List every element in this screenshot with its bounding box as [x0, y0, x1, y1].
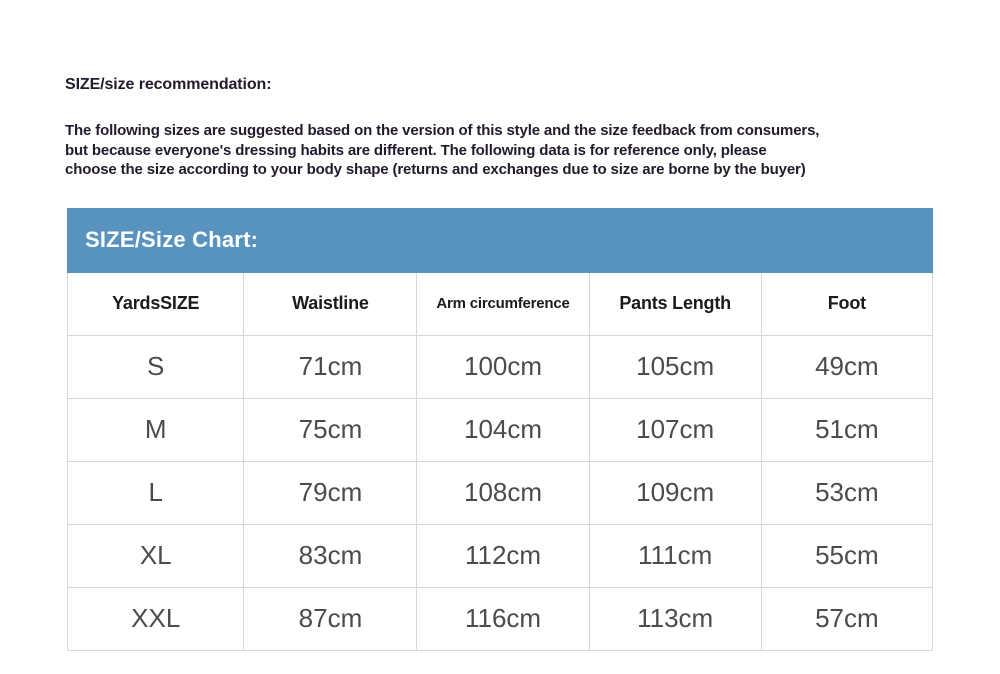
table-row	[68, 461, 933, 524]
column-header-arm-circumference: Arm circumference	[417, 273, 589, 336]
cell-waistline: 75cm	[244, 398, 417, 461]
cell-pants-length: 107cm	[589, 398, 761, 461]
cell-foot: 53cm	[761, 461, 932, 524]
recommendation-line: but because everyone's dressing habits are different. The following data is for reference only, please	[65, 141, 767, 159]
cell-waistline: 79cm	[244, 461, 417, 524]
cell-waistline: 71cm	[244, 335, 417, 398]
cell-pants-length: 111cm	[589, 524, 761, 587]
cell-arm-circumference: 100cm	[417, 335, 589, 398]
table-row	[68, 587, 933, 650]
cell-foot: 49cm	[761, 335, 932, 398]
recommendation-line: choose the size according to your body shape (returns and exchanges due to size are borne by the buyer)	[65, 161, 806, 178]
size-chart-table	[67, 273, 933, 651]
cell-arm-circumference: 104cm	[417, 398, 589, 461]
cell-size: L	[68, 461, 244, 524]
cell-foot: 55cm	[761, 524, 932, 587]
cell-pants-length: 113cm	[589, 587, 761, 650]
table-row	[68, 335, 933, 398]
cell-arm-circumference: 116cm	[417, 587, 589, 650]
column-header-foot: Foot	[761, 273, 932, 336]
cell-size: M	[68, 398, 244, 461]
recommendation-heading: SIZE/size recommendation:	[65, 76, 272, 93]
cell-size: XXL	[68, 587, 244, 650]
cell-foot: 57cm	[761, 587, 932, 650]
cell-arm-circumference: 108cm	[417, 461, 589, 524]
size-chart-header-bar	[67, 208, 933, 273]
cell-arm-circumference: 112cm	[417, 524, 589, 587]
table-row	[68, 524, 933, 587]
column-header-waistline: Waistline	[244, 273, 417, 336]
recommendation-paragraph	[65, 121, 1000, 180]
column-header-yards-size: YardsSIZE	[68, 273, 244, 336]
recommendation-line: The following sizes are suggested based on the version of this style and the size feedback from consumers,	[65, 122, 820, 139]
table-header-row	[68, 273, 933, 336]
cell-waistline: 83cm	[244, 524, 417, 587]
size-chart-title: SIZE/Size Chart:	[85, 227, 259, 252]
cell-pants-length: 105cm	[589, 335, 761, 398]
cell-size: XL	[68, 524, 244, 587]
column-header-pants-length: Pants Length	[589, 273, 761, 336]
table-row	[68, 398, 933, 461]
cell-foot: 51cm	[761, 398, 932, 461]
cell-waistline: 87cm	[244, 587, 417, 650]
cell-pants-length: 109cm	[589, 461, 761, 524]
cell-size: S	[68, 335, 244, 398]
